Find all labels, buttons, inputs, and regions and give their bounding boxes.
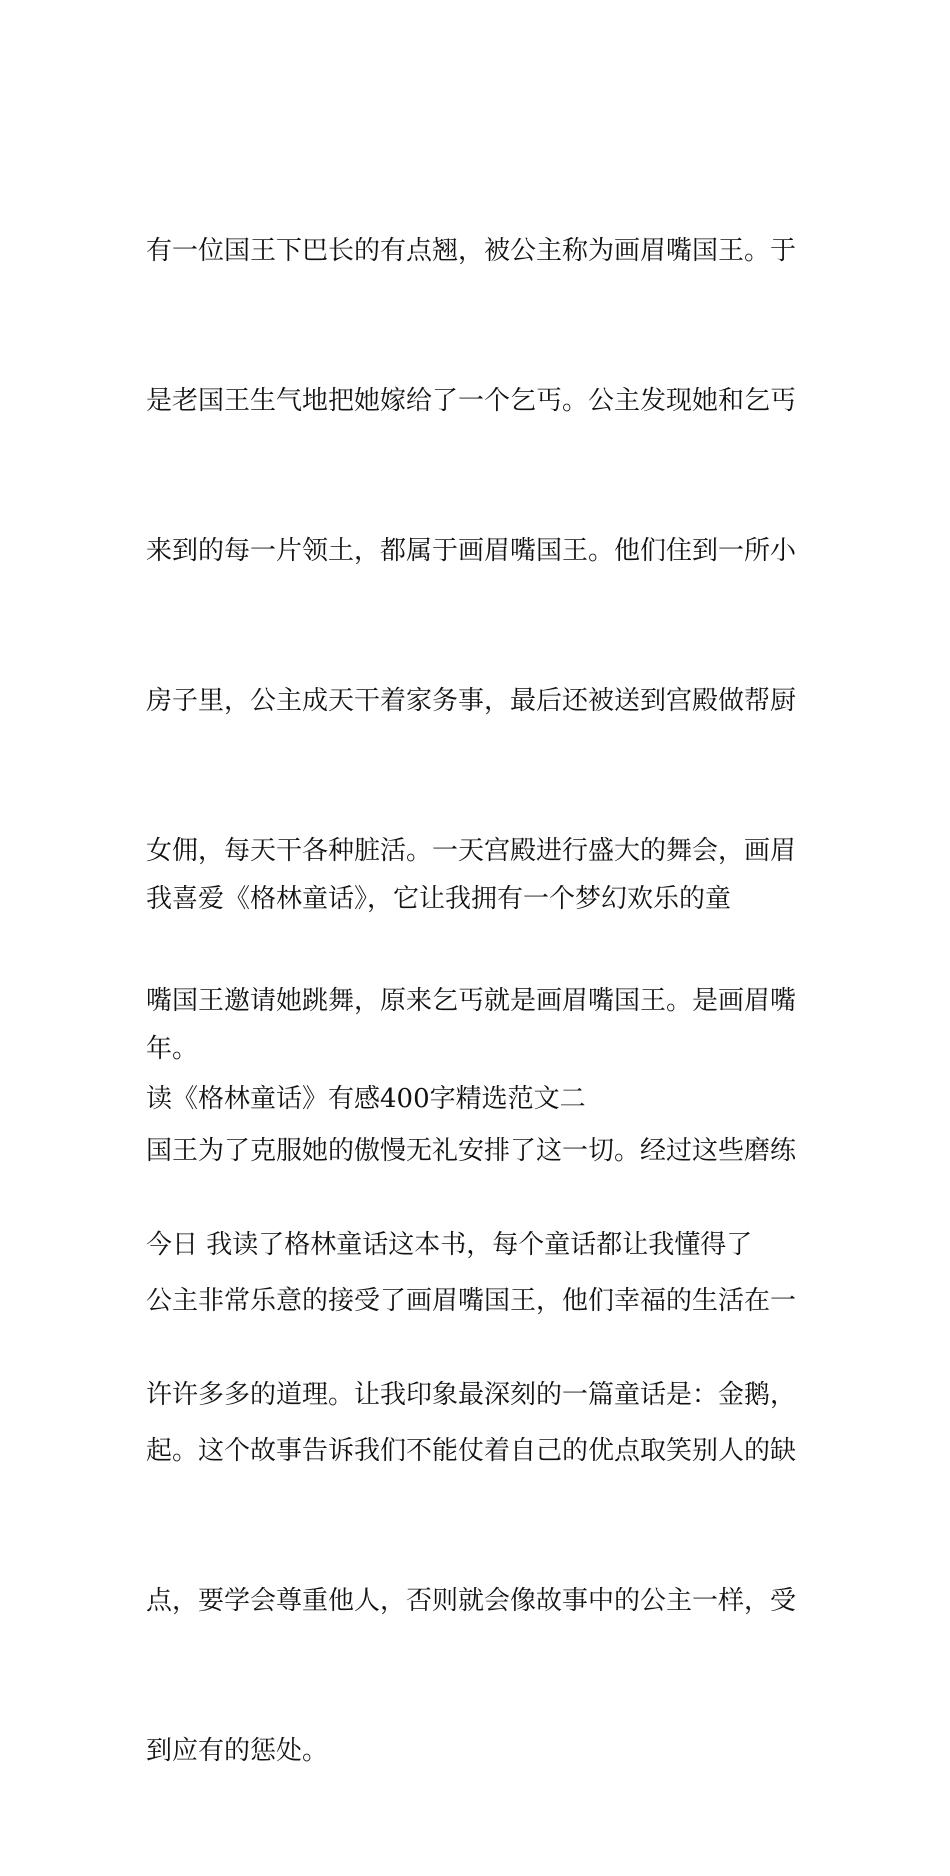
text-line: 是老国王生气地把她嫁给了一个乞丐。公主发现她和乞丐: [146, 386, 797, 416]
text-line: 公主非常乐意的接受了画眉嘴国王，他们幸福的生活在一: [146, 1286, 797, 1316]
text-line: 国王为了克服她的傲慢无礼安排了这一切。经过这些磨练: [146, 1136, 797, 1166]
text-line: 到应有的惩处。: [146, 1736, 329, 1766]
heading-text: 读《格林童话》有感400字精选范文二: [146, 1084, 586, 1114]
text-line: 房子里，公主成天干着家务事，最后还被送到宫殿做帮厨: [146, 686, 797, 716]
essay-two-paragraph: [146, 1120, 806, 1520]
text-line: 我喜爱《格林童话》，它让我拥有一个梦幻欢乐的童: [146, 884, 732, 914]
text-line: 许许多多的道理。让我印象最深刻的一篇童话是：金鹅，: [146, 1380, 797, 1410]
text-line: 年。: [146, 1034, 199, 1064]
text-line: 有一位国王下巴长的有点翘，被公主称为画眉嘴国王。于: [146, 236, 797, 266]
text-line: 女佣，每天干各种脏活。一天宫殿进行盛大的舞会，画眉: [146, 836, 797, 866]
text-line: 来到的每一片领土，都属于画眉嘴国王。他们住到一所小: [146, 536, 797, 566]
text-line: 起。这个故事告诉我们不能仗着自己的优点取笑别人的缺: [146, 1436, 797, 1466]
text-line: 点，要学会尊重他人，否则就会像故事中的公主一样，受: [146, 1586, 797, 1616]
text-line: 嘴国王邀请她跳舞，原来乞丐就是画眉嘴国王。是画眉嘴: [146, 986, 797, 1016]
text-line: 今日 我读了格林童话这本书，每个童话都让我懂得了: [146, 1230, 753, 1260]
